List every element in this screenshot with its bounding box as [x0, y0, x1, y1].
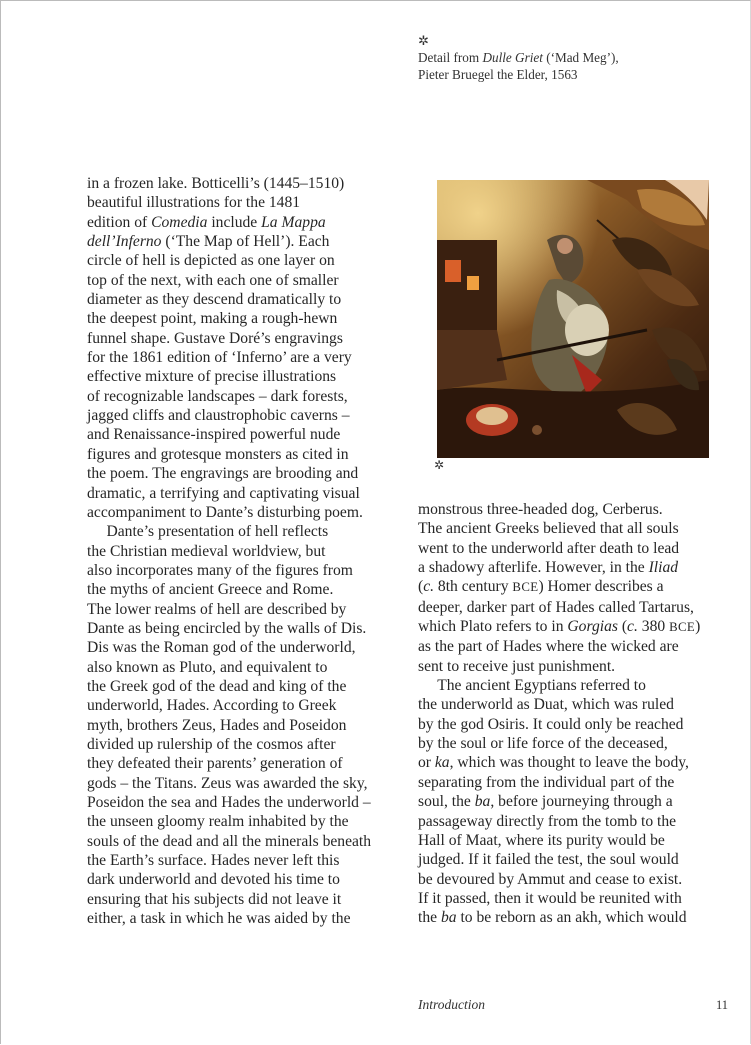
text-line: dark underworld and devoted his time to [87, 871, 340, 889]
caption-asterisk-icon: ✲ [418, 33, 429, 48]
text-line: gods – the Titans. Zeus was awarded the sky, [87, 774, 368, 792]
text-line: accompaniment to Dante’s disturbing poem. [87, 503, 363, 521]
text-line: monstrous three-headed dog, Cerberus. [418, 501, 663, 518]
text-line: The lower realms of hell are described by [87, 600, 347, 618]
text-line: judged. If it failed the test, the soul would [418, 851, 679, 869]
text-line: (c. 8th century BCE) Homer describes a [418, 578, 664, 596]
text-line: Poseidon the sea and Hades the underworld – [87, 794, 371, 811]
text-line: the Earth’s surface. Hades never left this [87, 852, 340, 870]
text-line: ensuring that his subjects did not leave it [87, 890, 342, 908]
text-line: be devoured by Ammut and cease to exist. [418, 870, 683, 888]
running-footer-section: Introduction [418, 997, 485, 1012]
text-line: diameter as they descend dramatically to [87, 291, 342, 309]
text-line: as the part of Hades where the wicked are [418, 638, 679, 656]
figure-asterisk-icon: ✲ [434, 458, 445, 472]
text-line: dell’Inferno (‘The Map of Hell’). Each [87, 233, 330, 251]
text-line: souls of the dead and all the minerals beneath [87, 832, 372, 850]
text-line: edition of Comedia include La Mappa [87, 213, 326, 231]
text-line: top of the next, with each one of smaller [87, 271, 339, 289]
text-line: also incorporates many of the figures from [87, 561, 353, 579]
text-line: soul, the ba, before journeying through a [418, 793, 673, 811]
text-line: in a frozen lake. Botticelli’s (1445–1510) [87, 175, 345, 192]
figure-caption [418, 34, 718, 83]
text-line: which Plato refers to in Gorgias (c. 380 BCE) [418, 618, 701, 636]
text-line: Dante’s presentation of hell reflects [87, 523, 329, 541]
text-line: for the 1861 edition of ‘Inferno’ are a very [87, 349, 352, 367]
left-text-column [87, 174, 407, 928]
text-line: underworld, Hades. According to Greek [87, 697, 337, 715]
painting-illustration [437, 180, 709, 458]
text-line: jagged cliffs and claustrophobic caverns – [87, 407, 350, 425]
text-line: Hall of Maat, where its purity would be [418, 831, 665, 849]
text-line: they defeated their parents’ generation of [87, 755, 343, 773]
text-line: and Renaissance-inspired powerful nude [87, 426, 341, 444]
text-line: the ba to be reborn as an akh, which would [418, 909, 687, 927]
text-line: figures and grotesque monsters as cited in [87, 445, 349, 463]
text-line: myth, brothers Zeus, Hades and Poseidon [87, 716, 347, 734]
text-line: by the god Osiris. It could only be reached [418, 715, 684, 733]
right-text-column [418, 500, 738, 928]
text-line: also known as Pluto, and equivalent to [87, 658, 328, 676]
text-line: the Christian medieval worldview, but [87, 542, 326, 560]
text-line: or ka, which was thought to leave the body, [418, 754, 689, 772]
caption-line-2: Pieter Bruegel the Elder, 1563 [418, 67, 578, 82]
text-line: the poem. The engravings are brooding and [87, 465, 359, 483]
text-line: the myths of ancient Greece and Rome. [87, 581, 334, 599]
text-line: divided up rulership of the cosmos after [87, 735, 336, 753]
text-line: the deepest point, making a rough-hewn [87, 310, 338, 328]
text-line: went to the underworld after death to lead [418, 539, 680, 557]
text-line: funnel shape. Gustave Doré’s engravings [87, 329, 343, 347]
text-line: passageway directly from the tomb to the [418, 812, 677, 830]
text-line: either, a task in which he was aided by the [87, 910, 351, 928]
text-line: the unseen gloomy realm inhabited by the [87, 813, 349, 831]
text-line: a shadowy afterlife. However, in the Iliad [418, 559, 679, 577]
text-line: the Greek god of the dead and king of the [87, 677, 347, 695]
text-line: sent to receive just punishment. [418, 657, 616, 675]
text-line: separating from the individual part of the [418, 773, 675, 791]
text-line: dramatic, a terrifying and captivating visual [87, 484, 360, 502]
caption-line-1: Detail from Dulle Griet (‘Mad Meg’), [418, 50, 619, 65]
page-number: 11 [716, 998, 729, 1012]
text-line: beautiful illustrations for the 1481 [87, 194, 301, 212]
text-line: effective mixture of precise illustrations [87, 368, 337, 386]
text-line: The ancient Egyptians referred to [418, 677, 646, 695]
text-line: deeper, darker part of Hades called Tartarus, [418, 598, 694, 616]
painting-image [437, 180, 709, 458]
text-line: If it passed, then it would be reunited with [418, 889, 682, 907]
text-line: The ancient Greeks believed that all souls [418, 520, 679, 538]
text-line: of recognizable landscapes – dark forests, [87, 387, 348, 405]
text-line: Dis was the Roman god of the underworld, [87, 639, 356, 657]
text-line: the underworld as Duat, which was ruled [418, 696, 674, 714]
text-line: Dante as being encircled by the walls of Dis. [87, 619, 367, 637]
text-line: by the soul or life force of the deceased, [418, 735, 668, 753]
caption-artwork-title: Dulle Griet [482, 50, 543, 65]
text-line: circle of hell is depicted as one layer on [87, 252, 335, 270]
